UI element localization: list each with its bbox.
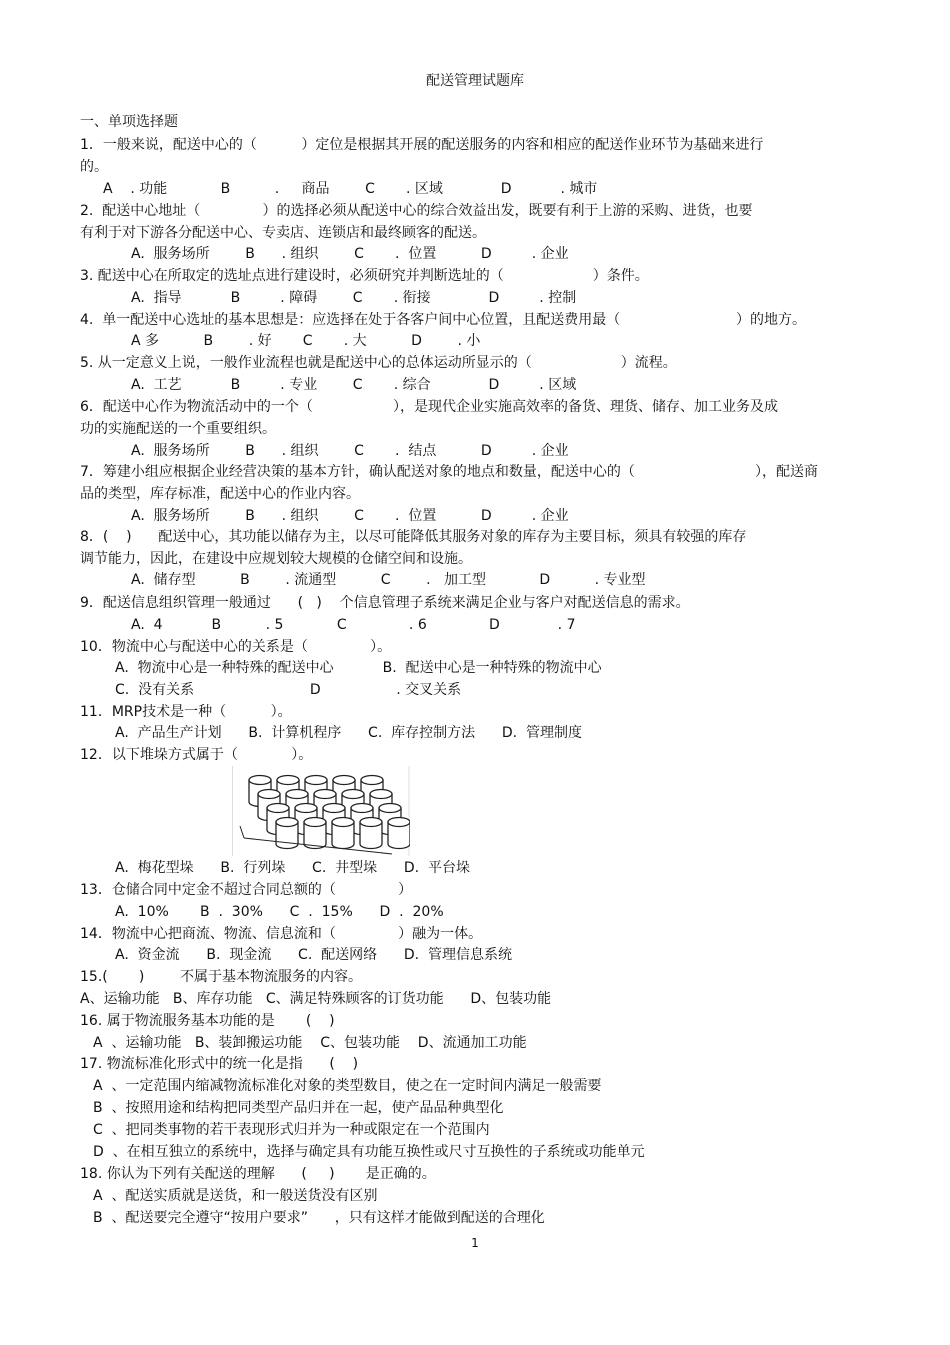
cylinder (360, 818, 382, 849)
q6-options: A. 服务场所 B . 组织 C . 结点 D . 企业 (131, 443, 569, 459)
q18-option-b: B 、配送要完全遵守“按用户要求” ，只有这样才能做到配送的合理化 (93, 1210, 545, 1226)
q10-options-row1: A. 物流中心是一种特殊的配送中心 B. 配送中心是一种特殊的物流中心 (115, 660, 602, 676)
q8-stem-cont: 调节能力，因此，在建设中应规划较大规模的仓储空间和设施。 (80, 551, 472, 567)
q16-stem: 16. 属于物流服务基本功能的是 ( ) (80, 1013, 335, 1029)
q13-options: A. 10% B . 30% C . 15% D . 20% (115, 904, 444, 920)
q5-stem: 5. 从一定意义上说，一般作业流程也就是配送中心的总体运动所显示的（ ）流程。 (80, 355, 677, 371)
q13-stem: 13．仓储合同中定金不超过合同总额的（ ） (80, 882, 413, 898)
q17-option-b: B 、按照用途和结构把同类型产品归并在一起，使产品品种典型化 (93, 1100, 504, 1116)
q17-option-a: A 、一定范围内缩减物流标准化对象的类型数目，使之在一定时间内满足一般需要 (93, 1078, 602, 1094)
q4-options: A 多 B . 好 C . 大 D . 小 (131, 333, 481, 349)
q17-stem: 17. 物流标准化形式中的统一化是指 ( ) (80, 1056, 359, 1072)
q7-options: A. 服务场所 B . 组织 C . 位置 D . 企业 (131, 508, 569, 524)
q9-options: A. 4 B . 5 C . 6 D . 7 (131, 617, 576, 633)
q6-stem: 6．配送中心作为物流活动中的一个（ ），是现代企业实施高效率的备货、理货、储存、加工业务及成 (80, 399, 779, 415)
q8-stem: 8．( ) 配送中心，其功能以储存为主，以尽可能降低其服务对象的库存为主要目标，须具有较强的库存 (80, 529, 747, 545)
q3-stem: 3. 配送中心在所取定的选址点进行建设时，必须研究并判断选址的（ ）条件。 (80, 268, 649, 284)
q11-stem: 11．MRP技术是一种（ ）。 (80, 704, 292, 720)
page-title: 配送管理试题库 (426, 73, 524, 89)
q18-option-a: A 、配送实质就是送货，和一般送货没有区别 (93, 1188, 378, 1204)
cylinder (304, 818, 326, 849)
q6-stem-cont: 功的实施配送的一个重要组织。 (80, 421, 276, 437)
q4-stem: 4. 单一配送中心选址的基本思想是：应选择在处于各客户间中心位置，且配送费用最（ ）的地方。 (80, 312, 806, 328)
q1-stem-cont: 的。 (80, 159, 108, 175)
q17-option-c: C 、把同类事物的若干表现形式归并为一种或限定在一个范围内 (93, 1122, 490, 1138)
q12-options: A. 梅花型垛 B. 行列垛 C. 井型垛 D. 平台垛 (115, 860, 470, 876)
cylinder (388, 818, 410, 849)
q17-option-d: D 、在相互独立的系统中，选择与确定具有功能互换性或尺寸互换性的子系统或功能单元 (93, 1144, 645, 1160)
q2-options: A. 服务场所 B . 组织 C . 位置 D . 企业 (131, 246, 569, 262)
section-heading: 一、单项选择题 (80, 114, 178, 130)
q10-options-row2: C. 没有关系 D . 交叉关系 (115, 682, 462, 698)
stacking-figure (232, 766, 410, 856)
q1-stem: 1．一般来说，配送中心的（ ）定位是根据其开展的配送服务的内容和相应的配送作业环节为基础来进行 (80, 137, 764, 153)
q2-stem: 2. 配送中心地址（ ）的选择必须从配送中心的综合效益出发，既要有利于上游的采购、进货，也要 (80, 203, 753, 219)
q18-stem: 18. 你认为下列有关配送的理解 ( ) 是正确的。 (80, 1166, 436, 1182)
cylinder (332, 818, 354, 849)
q14-options: A. 资金流 B. 现金流 C. 配送网络 D. 管理信息系统 (115, 947, 512, 963)
q15-stem: 15.( ) 不属于基本物流服务的内容。 (80, 969, 362, 985)
q11-options: A. 产品生产计划 B. 计算机程序 C. 库存控制方法 D. 管理制度 (115, 725, 582, 741)
q8-options: A. 储存型 B . 流通型 C . 加工型 D . 专业型 (131, 572, 646, 588)
q12-stem: 12．以下堆垛方式属于（ ）。 (80, 747, 313, 763)
q16-options: A 、运输功能 B、装卸搬运功能 C、包装功能 D、流通加工功能 (93, 1035, 527, 1051)
q2-stem-cont: 有利于对下游各分配送中心、专卖店、连锁店和最终顾客的配送。 (80, 225, 486, 241)
q15-options: A、运输功能 B、库存功能 C、满足特殊顾客的订货功能 D、包装功能 (80, 991, 552, 1007)
q9-stem: 9．配送信息组织管理一般通过 ( ) 个信息管理子系统来满足企业与客户对配送信息的需求。 (80, 595, 690, 611)
q7-stem-cont: 品的类型，库存标准，配送中心的作业内容。 (80, 486, 360, 502)
q10-stem: 10．物流中心与配送中心的关系是（ ）。 (80, 639, 392, 655)
page-number: 1 (471, 1236, 479, 1250)
q14-stem: 14．物流中心把商流、物流、信息流和（ ）融为一体。 (80, 926, 483, 942)
q7-stem: 7．筹建小组应根据企业经营决策的基本方针，确认配送对象的地点和数量，配送中心的（ ），配送商 (80, 464, 819, 480)
q1-options: A . 功能 B . 商品 C . 区域 D . 城市 (103, 181, 598, 197)
q5-options: A. 工艺 B . 专业 C . 综合 D . 区域 (131, 377, 577, 393)
q3-options: A. 指导 B . 障碍 C . 衔接 D . 控制 (131, 290, 577, 306)
